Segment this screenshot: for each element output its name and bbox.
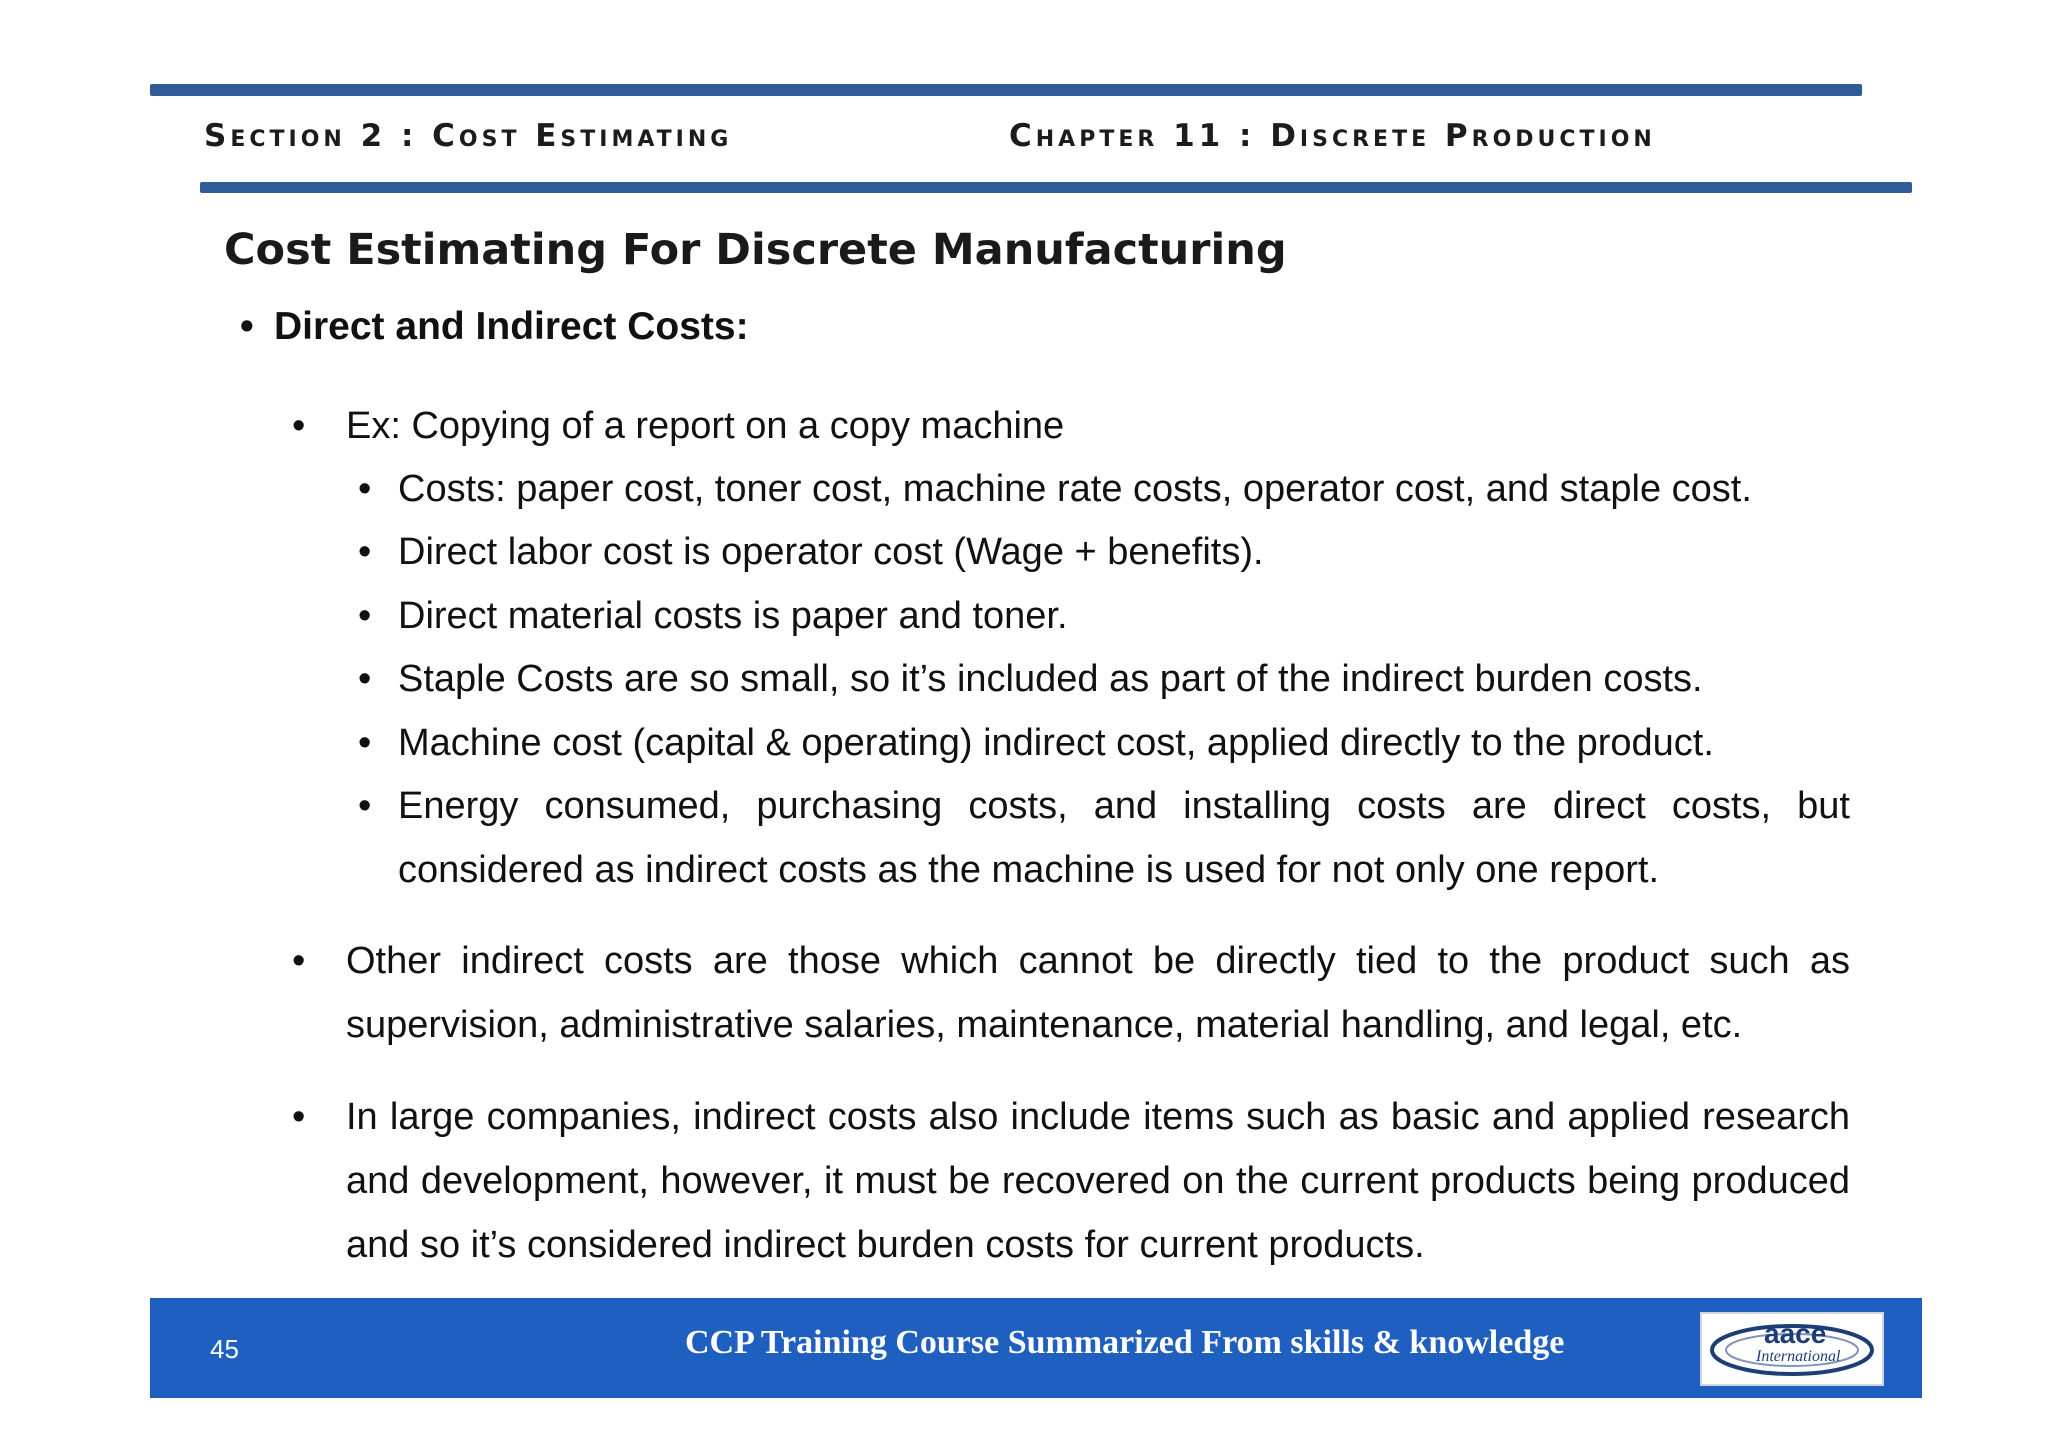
heading-bullet <box>240 305 749 349</box>
bullet-dot-icon: • <box>358 531 372 573</box>
bullet-large-companies <box>292 1085 1850 1277</box>
sub-bullet-costs <box>358 457 1850 521</box>
bullet-dot-icon: • <box>358 595 372 637</box>
sub-bullet-text: Direct material costs is paper and toner. <box>398 595 1068 637</box>
bullet-dot-icon: • <box>292 940 306 982</box>
bullet-dot-icon: • <box>358 722 372 764</box>
logo-word: aace <box>1764 1318 1827 1349</box>
section-title: Section 2 : Cost Estimating <box>204 118 733 154</box>
page-number: 45 <box>210 1334 239 1364</box>
aace-logo <box>1700 1312 1884 1386</box>
bullet-example <box>292 394 1850 458</box>
sub-bullet-text: Machine cost (capital & operating) indirect cost, applied directly to the product. <box>398 722 1714 764</box>
footer-text: CCP Training Course Summarized From skills & knowledge <box>685 1324 1565 1361</box>
sub-bullet-staple <box>358 647 1850 711</box>
bullet-dot-icon: • <box>358 658 372 700</box>
bullet-text: Other indirect costs are those which cannot be directly tied to the product such as supervision, administrative salaries, maintenance, material handling, and legal, etc. <box>346 940 1850 1046</box>
sub-bullet-text: Costs: paper cost, toner cost, machine rate costs, operator cost, and staple cost. <box>398 468 1752 510</box>
sub-bullet-text: Staple Costs are so small, so it’s included as part of the indirect burden costs. <box>398 658 1703 700</box>
sub-bullet-direct-labor <box>358 520 1850 584</box>
bullet-other-indirect <box>292 929 1850 1057</box>
header-bottom-rule <box>200 182 1912 193</box>
bullet-dot-icon: • <box>358 785 372 827</box>
heading-text: Direct and Indirect Costs: <box>274 305 749 348</box>
bullet-dot-icon: • <box>358 468 372 510</box>
bullet-text: In large companies, indirect costs also include items such as basic and applied research and development, however, it must be recovered on the current products being produced and so it’s considered indirect burden costs for current products. <box>346 1096 1850 1266</box>
bullet-dot-icon: • <box>292 405 306 447</box>
bullet-text: Ex: Copying of a report on a copy machine <box>346 405 1065 447</box>
sub-bullet-text: Direct labor cost is operator cost (Wage + benefits). <box>398 531 1264 573</box>
footer-bar <box>150 1298 1922 1398</box>
sub-bullet-direct-material <box>358 584 1850 648</box>
sub-bullet-energy <box>358 774 1850 902</box>
header-top-rule <box>150 84 1862 96</box>
sub-bullet-text: Energy consumed, purchasing costs, and installing costs are direct costs, but considered as indirect costs as the machine is used for not only one report. <box>398 785 1850 891</box>
chapter-title: Chapter 11 : Discrete Production <box>1009 118 1656 154</box>
logo-subtitle: International <box>1756 1348 1841 1365</box>
bullet-dot-icon: • <box>240 305 254 348</box>
sub-bullet-machine <box>358 711 1850 775</box>
slide-title: Cost Estimating For Discrete Manufacturing <box>224 225 1287 275</box>
bullet-dot-icon: • <box>292 1096 306 1138</box>
